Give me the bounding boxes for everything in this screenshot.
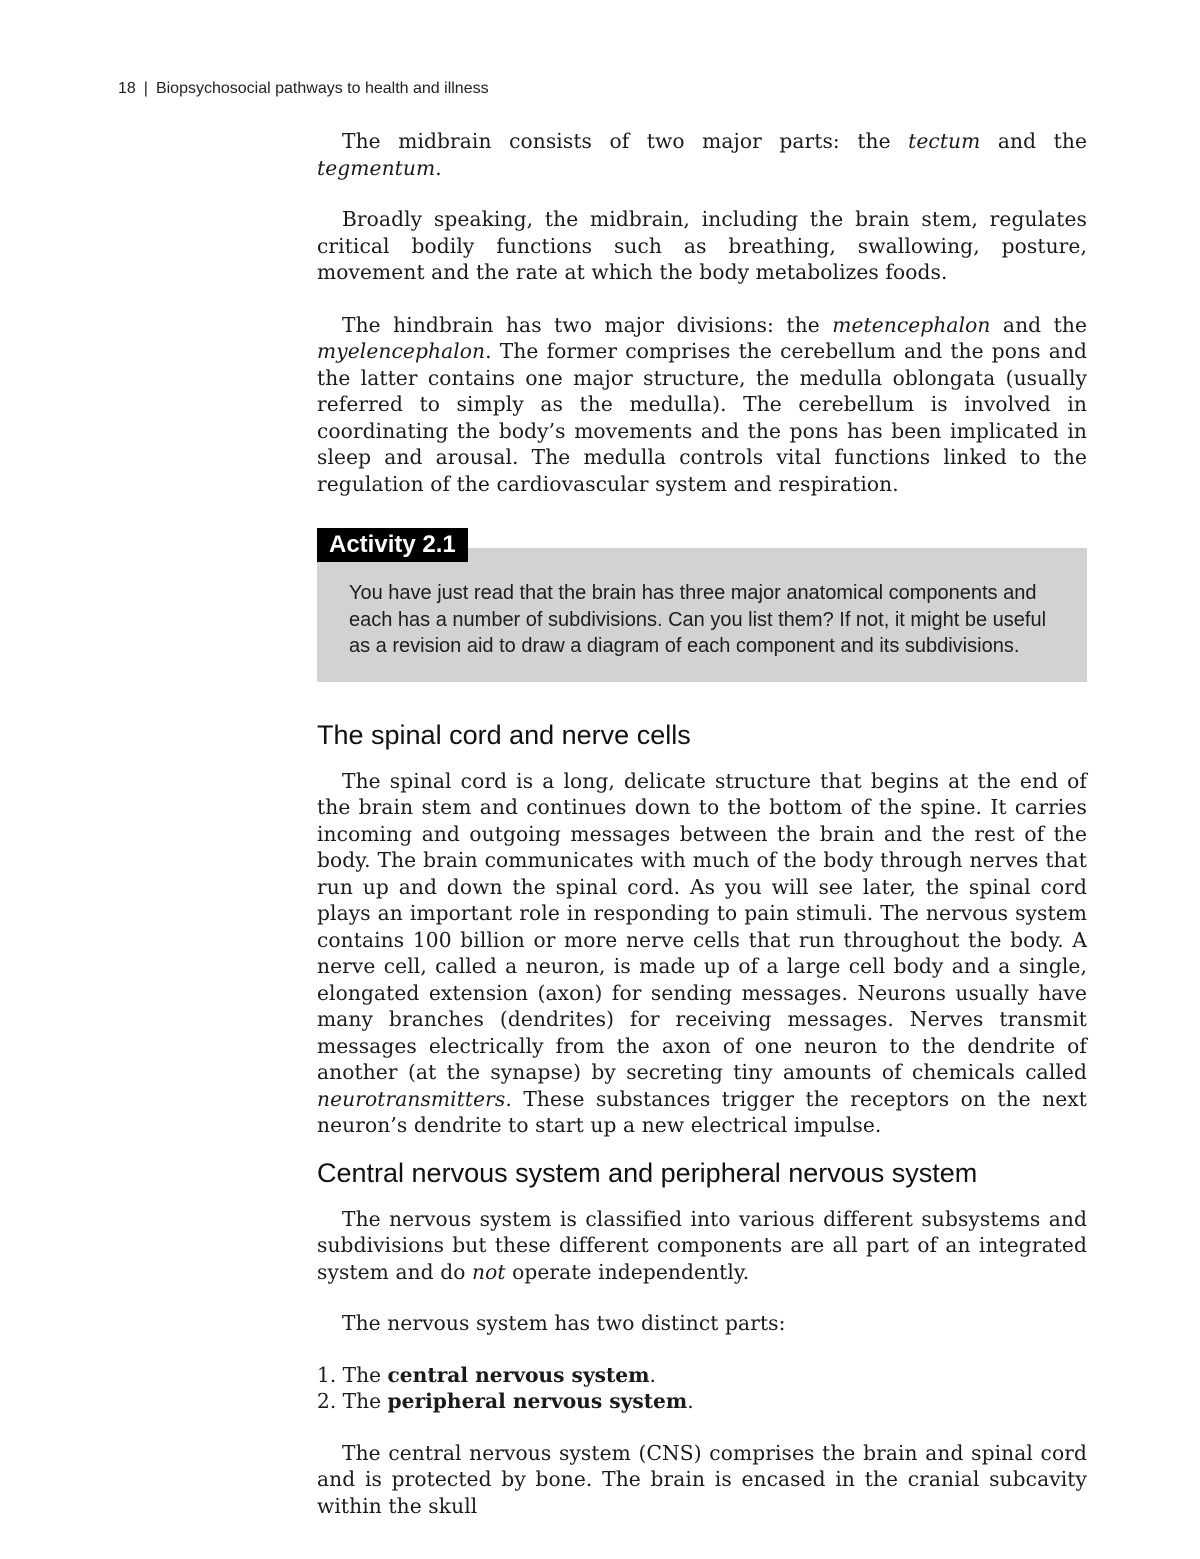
running-title: Biopsychosocial pathways to health and illness: [155, 80, 489, 97]
text: and the: [980, 129, 1088, 153]
term-myelencephalon: myelencephalon: [317, 339, 486, 363]
parts-list: [317, 1362, 1087, 1415]
text: The nervous system is classified into various different subsystems and subdivisions but these different components are all part of an integrated system and do: [317, 1206, 1087, 1284]
list-number: 2.: [317, 1389, 337, 1413]
list-item: [317, 1388, 1087, 1415]
paragraph-two-parts: The nervous system has two distinct parts:: [342, 1311, 786, 1335]
term-neurotransmitters: neurotransmitters: [317, 1086, 506, 1111]
paragraph-nervous-system-classified: [317, 1206, 1087, 1286]
activity-text: You have just read that the brain has three major anatomical components and each has a number of subdivisions. Can you list them? If not, it might be useful as a revision aid to draw a diagram of each component and its subdivisions.: [317, 548, 1087, 682]
text: The spinal cord is a long, delicate structure that begins at the end of the brain stem and continues down to the bottom of the spine. It carries incoming and outgoing messages between the brain and the rest of the body. The brain communicates with much of the body through nerves that run up and down the spinal cord. As you will see later, the spinal cord plays an important role in responding to pain stimuli. The nervous system contains 100 billion or more nerve cells that run throughout the body. A nerve cell, called a neuron, is made up of a large cell body and a single, elongated extension (axon) for sending messages. Neurons usually have many branches (dendrites) for receiving messages. Nerves transmit messages electrically from the axon of one neuron to the dendrite of another (at the synapse) by secreting tiny amounts of chemicals called: [317, 768, 1087, 1084]
section-heading-spinal-cord: The spinal cord and nerve cells: [317, 719, 691, 750]
term-tegmentum: tegmentum: [317, 155, 436, 180]
list-number: 1.: [317, 1362, 337, 1387]
term-metencephalon: metencephalon: [832, 312, 991, 337]
main-column: [317, 128, 1087, 1519]
paragraph-hindbrain: [317, 312, 1087, 498]
paragraph-spinal-cord: [317, 768, 1087, 1139]
text: . These substances trigger the receptors on the next neuron’s dendrite to start up a new electrical impulse.: [317, 1086, 1087, 1137]
activity-box: [317, 528, 1087, 682]
text: and the: [990, 312, 1087, 337]
header-separator: |: [143, 80, 148, 97]
text: The hindbrain has two major divisions: the: [342, 312, 833, 337]
text: The midbrain consists of two major parts: the: [342, 129, 909, 153]
paragraph-midbrain-parts: [317, 128, 1087, 181]
text: The: [336, 1389, 388, 1413]
text: .: [687, 1389, 694, 1413]
term-pns: peripheral nervous system: [387, 1389, 688, 1413]
page-number: 18: [118, 80, 136, 97]
activity-label: Activity 2.1: [317, 528, 468, 562]
text: .: [435, 155, 442, 180]
text: . The former comprises the cerebellum and the pons and the latter contains one major structure, the medulla oblongata (usually referred to simply as the medulla). The cerebellum is involved in coordinating the body’s movements and the pons has been implicated in sleep and arousal. The medulla controls vital functions linked to the regulation of the cardiovascular system and respiration.: [317, 339, 1087, 496]
term-cns: central nervous system: [387, 1362, 650, 1387]
list-item: [317, 1362, 1087, 1389]
section-heading-cns-pns: Central nervous system and peripheral nervous system: [317, 1157, 978, 1188]
running-head: [118, 80, 489, 98]
text: .: [649, 1362, 656, 1387]
text: The: [336, 1362, 388, 1387]
paragraph-midbrain-functions: Broadly speaking, the midbrain, including the brain stem, regulates critical bodily functions such as breathing, swallowing, posture, movement and the rate at which the body metabolizes foods.: [317, 207, 1087, 284]
term-tectum: tectum: [908, 129, 981, 153]
text: operate independently.: [505, 1259, 750, 1284]
emphasis-not: not: [472, 1259, 506, 1284]
paragraph-cns-description: The central nervous system (CNS) comprises the brain and spinal cord and is protected by bone. The brain is encased in the cranial subcavity within the skull: [317, 1440, 1087, 1518]
